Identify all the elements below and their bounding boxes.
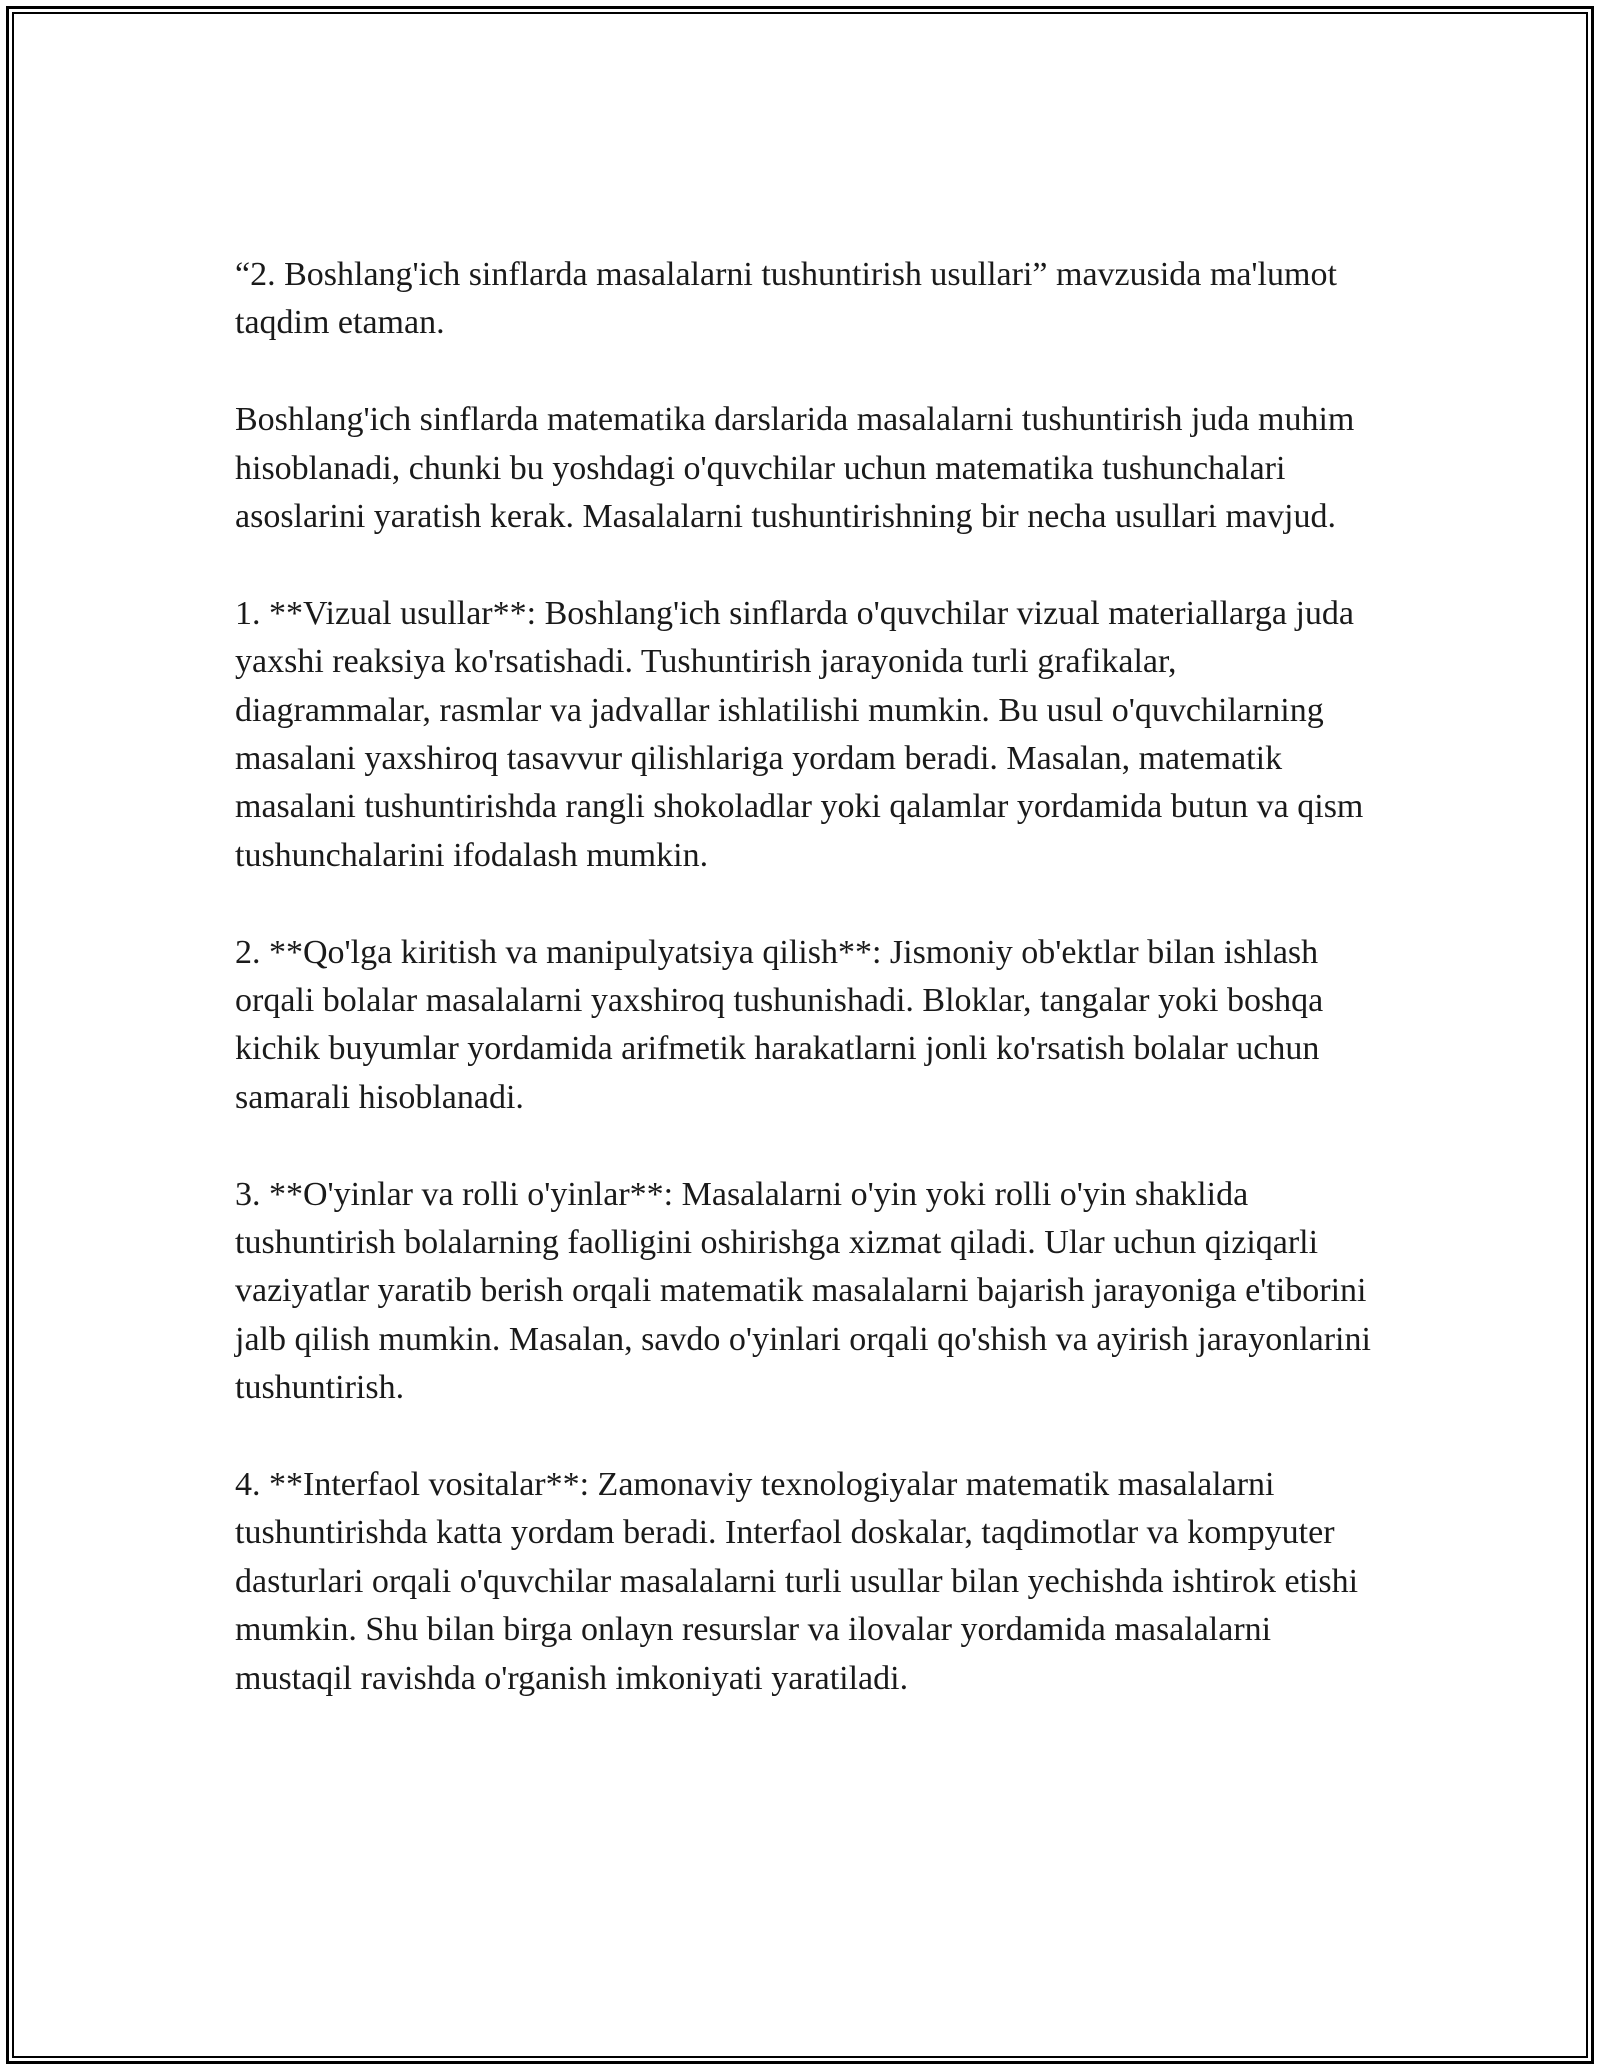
method-item-3: 3. **O'yinlar va rolli o'yinlar**: Masalalarni o'yin yoki rolli o'yin shaklida tushuntirish bolalarning faolligini oshirishga xizmat qiladi. Ular uchun qiziqarli vaziyatlar yaratib berish orqali matematik masalalarni bajarish jarayoniga e'tiborini jalb qilish mumkin. Masalan, savdo o'yinlari orqali qo'shish va ayirish jarayonlarini tushuntirish. <box>235 1175 1371 1407</box>
method-item-2: 2. **Qo'lga kiritish va manipulyatsiya qilish**: Jismoniy ob'ektlar bilan ishlash orqali bolalar masalalarni yaxshiroq tushunishadi. Bloklar, tangalar yoki boshqa kichik buyumlar yordamida arifmetik harakatlarni jonli ko'rsatish bolalar uchun samarali hisoblanadi. <box>235 933 1324 1116</box>
method-item-1: 1. **Vizual usullar**: Boshlang'ich sinflarda o'quvchilar vizual materiallarga juda yaxshi reaksiya ko'rsatishadi. Tushuntirish jarayonida turli grafikalar, diagrammalar, rasmlar va jadvallar ishlatilishi mumkin. Bu usul o'quvchilarning masalani yaxshiroq tasavvur qilishlariga yordam beradi. Masalan, matematik masalani tushuntirishda rangli shokoladlar yoki qalamlar yordamida butun va qism tushunchalarini ifodalash mumkin. <box>235 594 1364 874</box>
method-item-4: 4. **Interfaol vositalar**: Zamonaviy texnologiyalar matematik masalalarni tushuntirishda katta yordam beradi. Interfaol doskalar, taqdimotlar va kompyuter dasturlari orqali o'quvchilar masalalarni turli usullar bilan yechishda ishtirok etishi mumkin. Shu bilan birga onlayn resurslar va ilovalar yordamida masalalarni mustaqil ravishda o'rganish imkoniyati yaratiladi. <box>235 1466 1359 1697</box>
lead-paragraph: Boshlang'ich sinflarda matematika darslarida masalalarni tushuntirish juda muhim hisoblanadi, chunki bu yoshdagi o'quvchilar uchun matematika tushunchalari asoslarini yaratish kerak. Masalalarni tushuntirishning bir necha usullari mavjud. <box>235 401 1355 536</box>
document-body <box>235 251 1375 1703</box>
intro-paragraph: “2. Boshlang'ich sinflarda masalalarni tushuntirish usullari” mavzusida ma'lumot taqdim etaman. <box>235 256 1337 342</box>
